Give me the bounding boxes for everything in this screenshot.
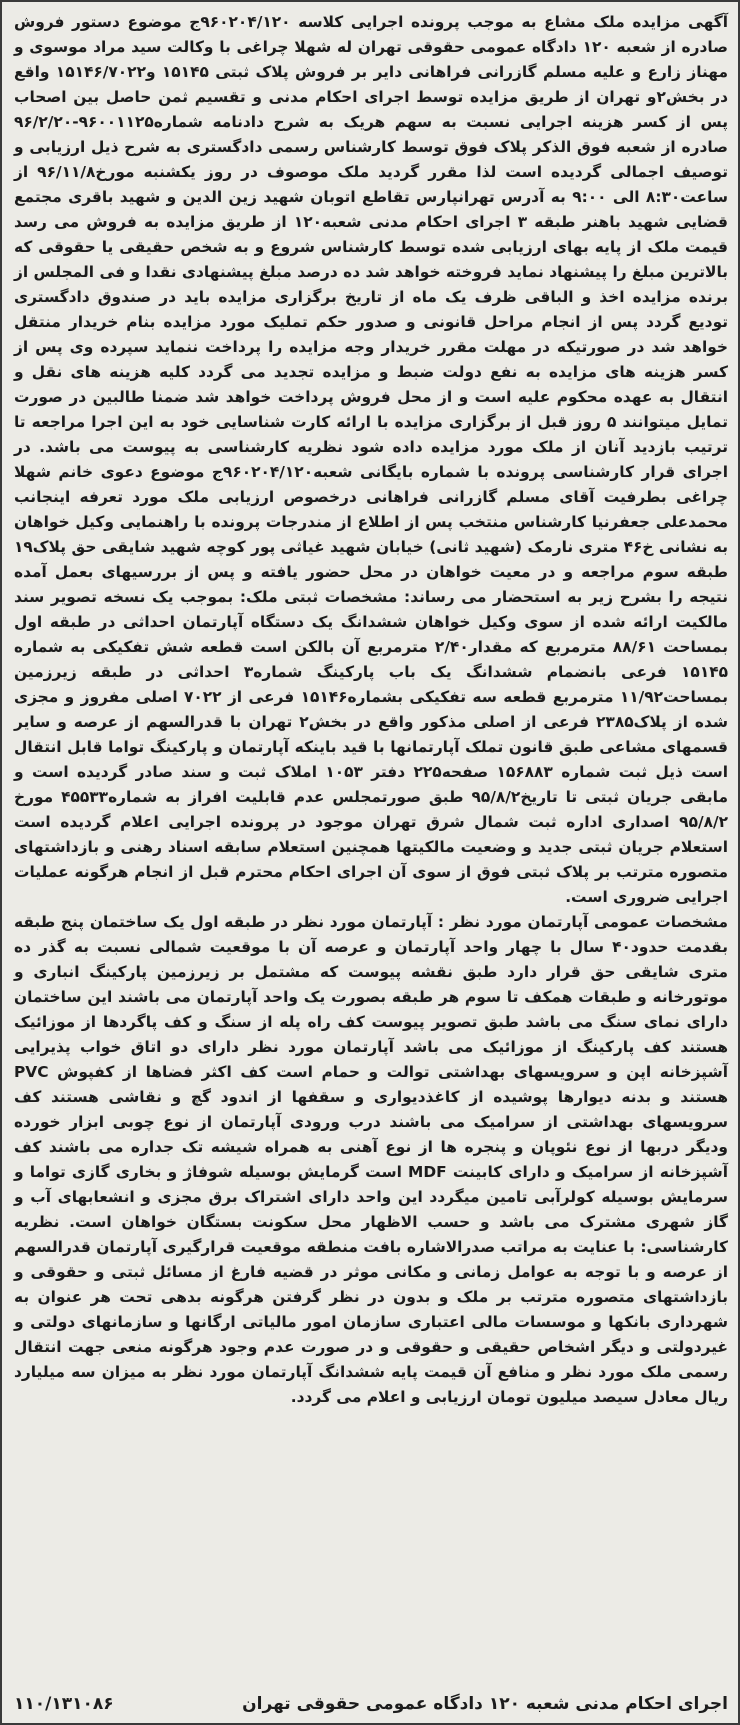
notice-paragraph-specs: مشخصات عمومی آپارتمان مورد نظر : آپارتمان مورد نظر در طبقه اول یک ساختمان پنج طبقه بقدمت حدود۴۰ سال با چهار واحد آپارتمان و عرصه آن با موقعیت شمالی نسبت به گذر ده متری شایقی حق قرار دارد طبق نقشه پیوست که مشتمل بر زیرزمین پارکینگ انباری و موتورخانه و طبقات همکف تا سوم هر طبقه بصورت یک واحد آپارتمان می باشند این ساختمان دارای نمای سنگ می باشد طبق تصویر پیوست کف راه پله از سنگ و کف پاگردها از موزائیک هستند کف پارکینگ از موزائیک می باشد آپارتمان مورد نظر دارای دو اتاق خواب پذیرایی آشپزخانه اپن و سرویسهای بهداشتی توالت و حمام است کف اکثر فضاها از کفپوش PVC هستند و بدنه دیوارها پوشیده از کاغذدیواری و سقفها از اندود گچ و نقاشی هستند کف سرویسهای بهداشتی از سرامیک می باشند درب ورودی آپارتمان از نوع چوبی ابزار خورده ودیگر دربها از نوع نئوپان و پنجره ها از نوع آهنی به همراه شیشه تک جداره می باشند کف آشپزخانه از سرامیک و دارای کابینت MDF است گرمایش بوسیله شوفاژ و بخاری گازی تواما و سرمایش بوسیله کولرآبی تامین میگردد این واحد دارای اشتراک برق مجزی و انشعابهای آب و گاز شهری مشترک می باشد و حسب الاظهار محل سکونت بستگان خواهان است. نظریه کارشناسی: با عنایت به مراتب صدرالاشاره بافت منطقه موقعیت قرارگیری آپارتمان قدرالسهم از عرصه و با توجه به عوامل زمانی و مکانی موثر در قضیه فارغ از مسائل ثبتی و حقوقی و بازداشتهای متصوره مترتب بر ملک و بدون در نظر گرفتن هرگونه بدهی تحت هر عنوان به شهرداری بانکها و موسسات مالی اعتباری سازمان امور مالیاتی ارگانها و سازمانهای دولتی و غیردولتی و دیگر اشخاص حقیقی و حقوقی و در صورت عدم وجود هرگونه منعی جهت انتقال رسمی ملک مورد نظر و منافع آن قیمت پایه ششدانگ آپارتمان مورد نظر به میزان سه میلیارد ریال معادل سیصد میلیون تومان ارزیابی و اعلام می گردد. bbox=[14, 913, 728, 1406]
notice-footer bbox=[14, 1689, 728, 1719]
notice-body bbox=[14, 10, 728, 1410]
notice-signature: اجرای احکام مدنی شعبه ۱۲۰ دادگاه عمومی حقوقی تهران bbox=[242, 1694, 728, 1714]
notice-code: ۱۱۰/۱۳۱۰۸۶ bbox=[14, 1694, 114, 1714]
notice-paragraph-main: آگهی مزایده ملک مشاع به موجب پرونده اجرایی کلاسه ۹۶۰۲۰۴/۱۲۰ج موضوع دستور فروش صادره از شعبه ۱۲۰ دادگاه عمومی حقوقی تهران له شهلا چراغی با وکالت سید مراد موسوی و مهناز زارع و علیه مسلم گازرانی فراهانی دایر بر فروش پلاک ثبتی ۱۵۱۴۵ و۱۵۱۴۶/۷۰۲۲ واقع در بخش۲و تهران از طریق مزایده توسط اجرای احکام مدنی و تقسیم ثمن حاصل بین اصحاب پس از کسر هزینه اجرایی نسبت به سهم هریک به شرح دادنامه شماره۹۶۰۰۱۱۲۵-۹۶/۲/۲۰ صادره از شعبه فوق الذکر پلاک فوق توسط کارشناس رسمی دادگستری به شرح ذیل ارزیابی و توصیف اجمالی گردیده است لذا مقرر گردید ملک موصوف در روز یکشنبه مورخ۹۶/۱۱/۸ از ساعت۸:۳۰ الی ۹:۰۰ به آدرس تهرانپارس تقاطع اتوبان شهید زین الدین و شهید باقری مجتمع قضایی شهید باهنر طبقه ۳ اجرای احکام مدنی شعبه۱۲۰ از طریق مزایده به فروش می رسد قیمت ملک از پایه بهای ارزیابی شده توسط کارشناس شروع و به شخص حقیقی یا حقوقی که بالاترین مبلغ را پیشنهاد نماید فروخته خواهد شد ده درصد مبلغ پیشنهادی نقدا و فی المجلس از برنده مزایده اخذ و الباقی ظرف یک ماه از تاریخ برگزاری مزایده باید در صندوق دادگستری تودیع گردد پس از انجام مراحل قانونی و صدور حکم تملیک مورد مزایده بنام خریدار منتقل خواهد شد در صورتیکه در مهلت مقرر خریدار وجه مزایده را پرداخت ننماید سپرده وی پس از کسر هزینه های مزایده به نفع دولت ضبط و مزایده تجدید می گردد کلیه هزینه های نقل و انتقال به عهده محکوم علیه است و از محل فروش پرداخت خواهد شد ضمنا طالبین در صورت تمایل میتوانند ۵ روز قبل از برگزاری مزایده با ارائه کارت شناسایی خود به این اجرا مراجعه تا ترتیب بازدید آنان از ملک مورد مزایده داده شود نظریه کارشناسی به پیوست می باشد. در اجرای قرار کارشناسی پرونده با شماره بایگانی شعبه۹۶۰۲۰۴/۱۲۰ج موضوع دعوی خانم شهلا چراغی بطرفیت آقای مسلم گازرانی فراهانی درخصوص ارزیابی ملک مورد تعرفه اینجانب محمدعلی جعفرنیا کارشناس منتخب پس از اطلاع از مندرجات پرونده با راهنمایی وکیل خواهان به نشانی خ۴۶ متری نارمک (شهید ثانی) خیابان شهید غیاثی پور کوچه شهید شایقی حق پلاک۱۹ طبقه سوم مراجعه و در معیت خواهان در محل حضور یافته و پس از بررسیهای بعمل آمده نتیجه را بشرح زیر به استحضار می رساند: مشخصات ثبتی ملک: بموجب یک نسخه تصویر سند مالکیت ارائه شده از سوی وکیل خواهان ششدانگ یک دستگاه آپارتمان احداثی در طبقه اول بمساحت ۸۸/۶۱ مترمربع که مقدار۲/۴۰ مترمربع آن بالکن است قطعه شش تفکیکی به شماره ۱۵۱۴۵ فرعی بانضمام ششدانگ یک باب پارکینگ شماره۳ احداثی در طبقه زیرزمین بمساحت۱۱/۹۲ مترمربع قطعه سه تفکیکی بشماره۱۵۱۴۶ فرعی از ۷۰۲۲ اصلی مفروز و مجزی شده از پلاک۲۳۸۵ فرعی از اصلی مذکور واقع در بخش۲ تهران با قدرالسهم از عرصه و سایر قسمهای مشاعی طبق قانون تملک آپارتمانها با قید باینکه آپارتمان و پارکینگ تواما قابل انتقال است ذیل ثبت شماره ۱۵۶۸۸۳ صفحه۲۲۵ دفتر ۱۰۵۳ املاک ثبت و سند صادر گردیده است و مابقی جریان ثبتی تا تاریخ۹۵/۸/۲ طبق صورتمجلس عدم قابلیت افراز به شماره۴۵۵۳۳ مورخ ۹۵/۸/۲ اصداری اداره ثبت شمال شرق تهران موجود در پرونده اجرایی اعلام گردیده است استعلام جریان ثبتی جدید و وضعیت مالکیتها همچنین استعلام سابقه اسناد رهنی و بازداشتهای متصوره مترتب بر پلاک ثبتی فوق از سوی آن اجرای احکام محترم قبل از انجام هرگونه عملیات اجرایی ضروری است. bbox=[14, 13, 729, 906]
